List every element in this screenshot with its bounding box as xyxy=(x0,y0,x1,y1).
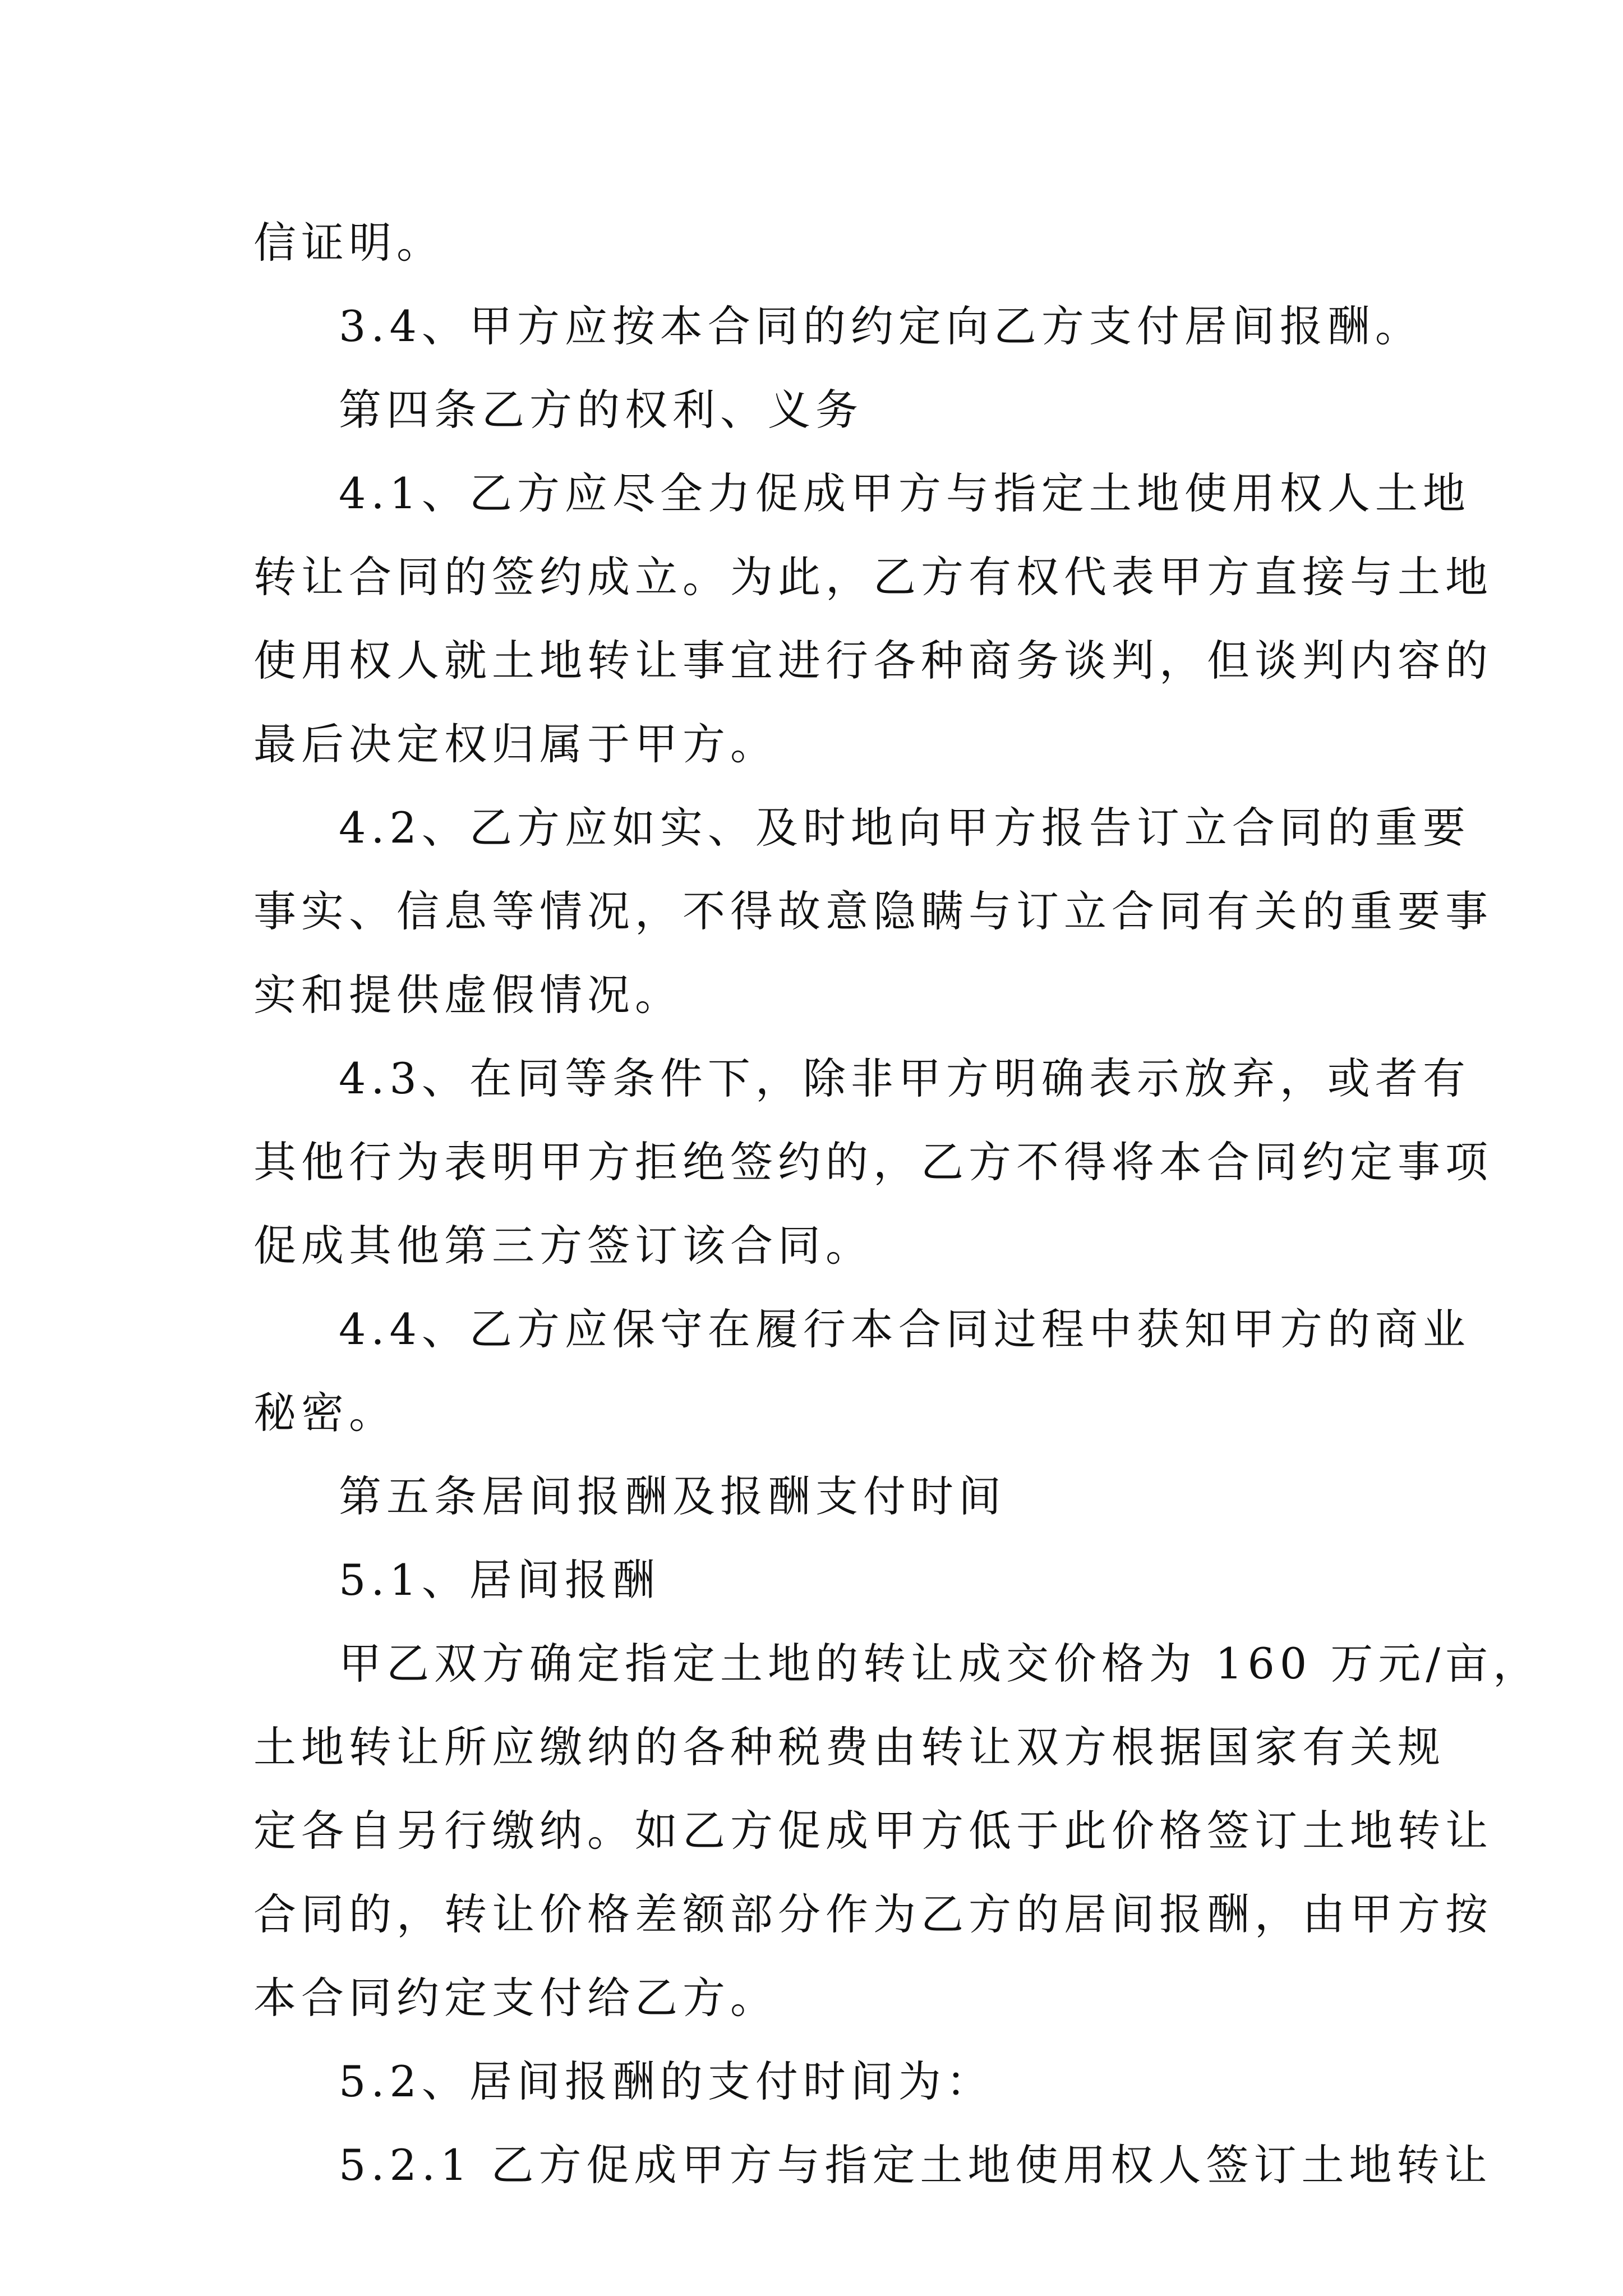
text-line: 实和提供虚假情况。 xyxy=(253,970,683,1020)
subsection-heading: 5.1、居间报酬 xyxy=(339,1555,660,1605)
section-heading: 第五条居间报酬及报酬支付时间 xyxy=(339,1471,1006,1521)
text-line: 促成其他第三方签订该合同。 xyxy=(253,1221,873,1271)
text-line: 土地转让所应缴纳的各种税费由转让双方根据国家有关规 xyxy=(253,1722,1445,1772)
text-line: 合同的，转让价格差额部分作为乙方的居间报酬，由甲方按 xyxy=(253,1889,1493,1939)
text-line: 4.2、乙方应如实、及时地向甲方报告订立合同的重要 xyxy=(339,803,1470,853)
text-line: 定各自另行缴纳。如乙方促成甲方低于此价格签订土地转让 xyxy=(253,1806,1493,1856)
text-line: 使用权人就土地转让事宜进行各种商务谈判，但谈判内容的 xyxy=(253,636,1493,685)
text-line: 4.1、乙方应尽全力促成甲方与指定土地使用权人土地 xyxy=(339,468,1470,518)
text-line: 事实、信息等情况，不得故意隐瞒与订立合同有关的重要事 xyxy=(253,886,1493,936)
text-line: 信证明。 xyxy=(253,218,444,268)
section-heading: 第四条乙方的权利、义务 xyxy=(339,385,863,435)
text-line: 转让合同的签约成立。为此，乙方有权代表甲方直接与土地 xyxy=(253,552,1493,602)
text-line: 3.4、甲方应按本合同的约定向乙方支付居间报酬。 xyxy=(339,301,1423,351)
text-line: 4.4、乙方应保守在履行本合同过程中获知甲方的商业 xyxy=(339,1304,1470,1354)
document-body xyxy=(253,201,1541,2207)
text-line: 5.2.1 乙方促成甲方与指定土地使用权人签订土地转让 xyxy=(339,2140,1492,2190)
text-line: 4.3、在同等条件下，除非甲方明确表示放弃，或者有 xyxy=(339,1053,1470,1103)
subsection-heading: 5.2、居间报酬的支付时间为： xyxy=(339,2056,994,2106)
text-line: 本合同约定支付给乙方。 xyxy=(253,1973,778,2023)
text-line: 秘密。 xyxy=(253,1388,396,1438)
text-line: 其他行为表明甲方拒绝签约的，乙方不得将本合同约定事项 xyxy=(253,1137,1493,1187)
text-line: 甲乙双方确定指定土地的转让成交价格为 160 万元/亩， xyxy=(339,1639,1541,1688)
text-line: 最后决定权归属于甲方。 xyxy=(253,719,778,769)
